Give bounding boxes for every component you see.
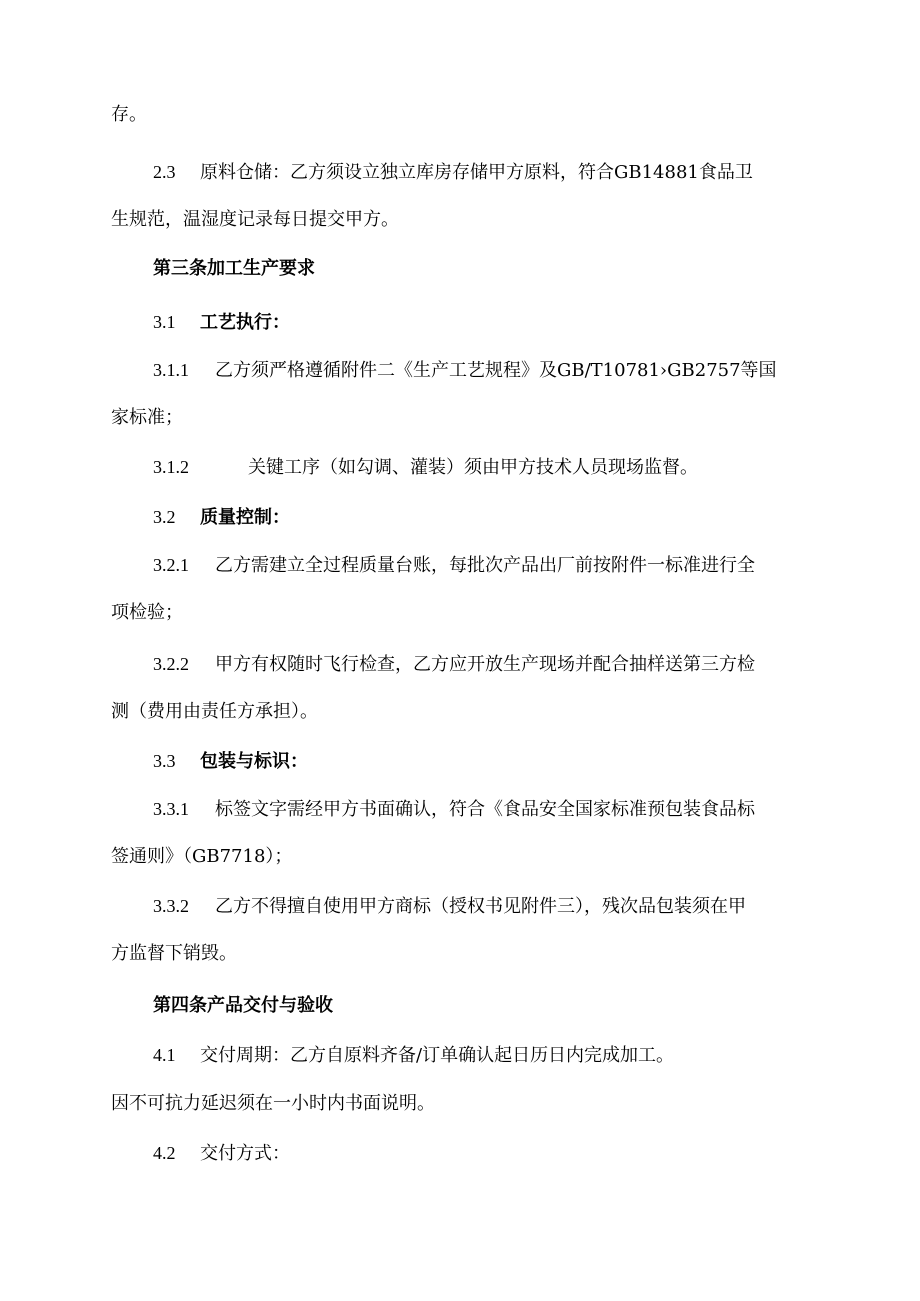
clause-number: 3.3.2 (153, 896, 189, 916)
clause-3-1-1-line2 (111, 406, 183, 430)
clause-3-2-1-line2 (111, 601, 183, 625)
clause-3-1 (153, 310, 290, 335)
clause-number: 3.1.2 (153, 457, 189, 477)
clause-3-2-2-line2 (111, 700, 318, 724)
article-4-heading (153, 994, 333, 1018)
clause-4-1-line1 (153, 1043, 674, 1068)
clause-text: 家标准； (111, 407, 183, 428)
clause-number: 3.1.1 (153, 360, 189, 380)
clause-number: 4.1 (153, 1045, 176, 1065)
clause-text: 方监督下销毁。 (111, 943, 237, 964)
clause-text: 生规范，温湿度记录每日提交甲方。 (111, 209, 399, 230)
clause-number: 3.3 (153, 751, 176, 771)
clause-text: 乙方需建立全过程质量台账，每批次产品出厂前按附件一标准进行全 (215, 555, 755, 576)
clause-4-1-line2 (111, 1092, 435, 1116)
clause-3-1-2 (153, 455, 698, 480)
paragraph-text: 存。 (111, 104, 147, 125)
clause-text: 甲方有权随时飞行检查，乙方应开放生产现场并配合抽样送第三方检 (215, 654, 755, 675)
clause-4-2 (153, 1141, 290, 1166)
clause-text: 签通则》（GB7718）； (111, 846, 293, 867)
clause-text: 测（费用由责任方承担）。 (111, 701, 318, 722)
clause-3-3-1-line2 (111, 845, 292, 869)
clause-number: 2.3 (153, 162, 176, 182)
clause-number: 3.1 (153, 312, 176, 332)
clause-3-2-2-line1 (153, 652, 755, 677)
clause-3-3 (153, 749, 308, 774)
clause-text: 交付周期：乙方自原料齐备/订单确认起日历日内完成加工。 (200, 1045, 675, 1066)
clause-text: 原料仓储：乙方须设立独立库房存储甲方原料，符合GB14881食品卫 (200, 162, 753, 183)
clause-text: 乙方须严格遵循附件二《生产工艺规程》及GB/T10781›GB2757等国 (215, 360, 777, 381)
clause-3-3-1-line1 (153, 797, 755, 822)
continuation-line (111, 103, 147, 127)
clause-number: 4.2 (153, 1143, 176, 1163)
clause-title: 包装与标识： (200, 751, 308, 772)
article-heading-text: 第四条产品交付与验收 (153, 995, 333, 1016)
clause-number: 3.2 (153, 507, 176, 527)
clause-2-3-line2 (111, 208, 399, 232)
article-heading-text: 第三条加工生产要求 (153, 258, 315, 279)
clause-number: 3.2.1 (153, 555, 189, 575)
clause-text: 关键工序（如勾调、灌装）须由甲方技术人员现场监督。 (248, 457, 698, 478)
article-3-heading (153, 257, 315, 281)
clause-3-1-1-line1 (153, 358, 777, 383)
clause-text: 项检验； (111, 602, 183, 623)
clause-number: 3.3.1 (153, 799, 189, 819)
clause-2-3-line1 (153, 160, 753, 185)
clause-3-3-2-line1 (153, 894, 746, 919)
clause-title: 质量控制： (200, 507, 290, 528)
clause-title: 交付方式： (200, 1143, 290, 1164)
clause-title: 工艺执行： (200, 312, 290, 333)
clause-number: 3.2.2 (153, 654, 189, 674)
clause-text: 乙方不得擅自使用甲方商标（授权书见附件三），残次品包装须在甲 (215, 896, 746, 917)
clause-3-3-2-line2 (111, 942, 237, 966)
clause-3-2 (153, 505, 290, 530)
clause-text: 因不可抗力延迟须在一小时内书面说明。 (111, 1093, 435, 1114)
clause-text: 标签文字需经甲方书面确认，符合《食品安全国家标准预包装食品标 (215, 799, 755, 820)
clause-3-2-1-line1 (153, 553, 755, 578)
